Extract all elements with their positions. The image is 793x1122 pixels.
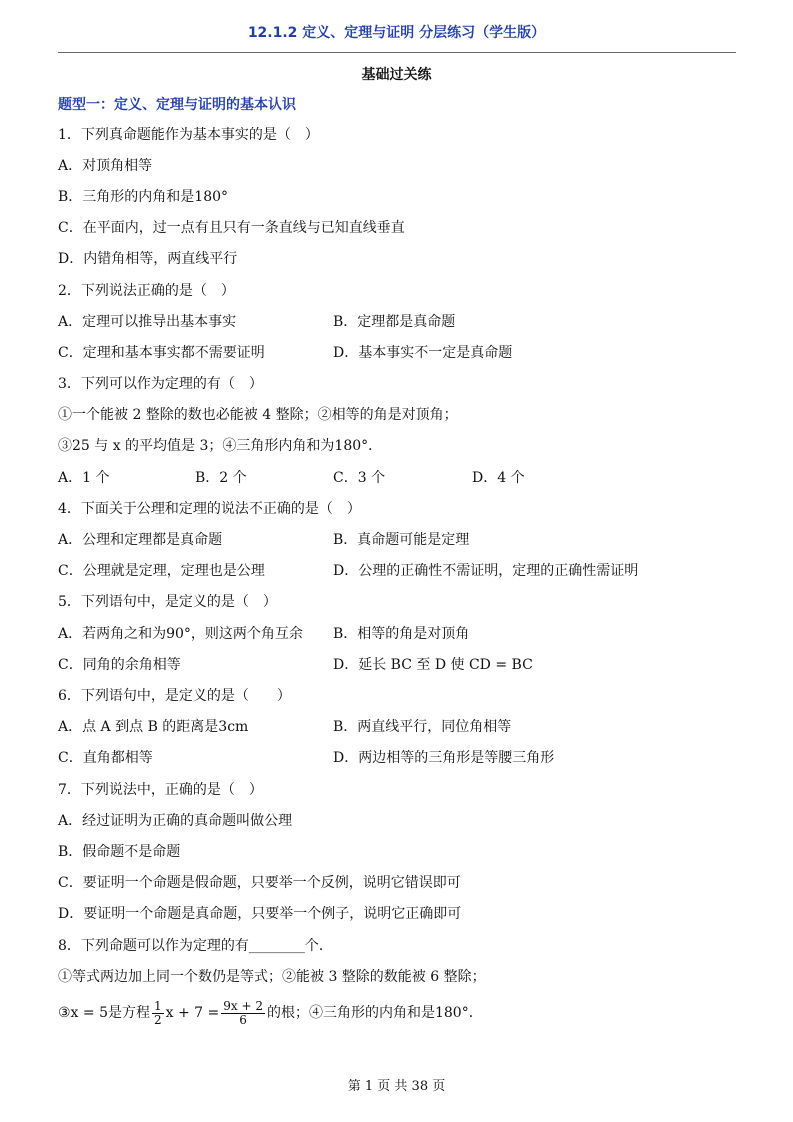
q5-option-d: D．延长 BC 至 D 使 CD = BC bbox=[333, 657, 533, 673]
fraction-denominator: 6 bbox=[239, 1012, 247, 1027]
document-header-title: 12.1.2 定义、定理与证明 分层练习（学生版） bbox=[247, 25, 546, 41]
q3-stem: 3．下列可以作为定理的有（ ） bbox=[58, 376, 263, 392]
fraction-9x-plus-2-over-6 bbox=[221, 1000, 265, 1027]
q6-option-b: B．两直线平行，同位角相等 bbox=[333, 719, 512, 735]
q1-option-c: C．在平面内，过一点有且只有一条直线与已知直线垂直 bbox=[58, 220, 405, 236]
q4-option-a: A．公理和定理都是真命题 bbox=[58, 532, 223, 548]
question-type-heading: 题型一：定义、定理与证明的基本认识 bbox=[58, 97, 296, 113]
q3-option-d: D．4 个 bbox=[472, 470, 525, 486]
fraction-denominator: 2 bbox=[153, 1012, 162, 1027]
q7-option-a: A．经过证明为正确的真命题叫做公理 bbox=[58, 813, 293, 829]
q1-option-b: B．三角形的内角和是180° bbox=[58, 189, 229, 205]
q4-option-d: D．公理的正确性不需证明，定理的正确性需证明 bbox=[333, 563, 639, 579]
q5-stem: 5．下列语句中，是定义的是（ ） bbox=[58, 594, 277, 610]
q4-stem: 4．下面关于公理和定理的说法不正确的是（ ） bbox=[58, 501, 361, 517]
q3-statement-line2: ③25 与 x 的平均值是 3；④三角形内角和为180°． bbox=[58, 438, 383, 454]
q2-option-a: A．定理可以推导出基本事实 bbox=[58, 314, 237, 330]
q7-stem: 7．下列说法中，正确的是（ ） bbox=[58, 782, 263, 798]
q4-option-b: B．真命题可能是定理 bbox=[333, 532, 470, 548]
page-footer: 第 1 页 共 38 页 bbox=[347, 1079, 446, 1094]
q8-line2-suffix: 的根；④三角形的内角和是180°． bbox=[266, 1005, 483, 1021]
section-title: 基础过关练 bbox=[361, 67, 432, 83]
q1-option-d: D．内错角相等，两直线平行 bbox=[58, 251, 238, 267]
q2-option-d: D．基本事实不一定是真命题 bbox=[333, 345, 513, 361]
q7-option-c: C．要证明一个命题是假命题，只要举一个反例，说明它错误即可 bbox=[58, 875, 461, 891]
fraction-numerator: 1 bbox=[153, 998, 162, 1013]
q6-option-a: A．点 A 到点 B 的距离是3cm bbox=[58, 719, 249, 735]
q3-option-c: C．3 个 bbox=[333, 470, 386, 486]
q2-stem: 2．下列说法正确的是（ ） bbox=[58, 283, 235, 299]
q2-option-b: B．定理都是真命题 bbox=[333, 314, 456, 330]
q8-stem: 8．下列命题可以作为定理的有________个． bbox=[58, 938, 333, 954]
fraction-one-half bbox=[152, 1000, 164, 1027]
q6-option-c: C．直角都相等 bbox=[58, 750, 153, 766]
q1-option-a: A．对顶角相等 bbox=[58, 158, 153, 174]
q2-option-c: C．定理和基本事实都不需要证明 bbox=[58, 345, 265, 361]
q6-stem: 6．下列语句中，是定义的是（ ） bbox=[58, 688, 291, 704]
q5-option-b: B．相等的角是对顶角 bbox=[333, 626, 470, 642]
q3-statement-line1: ①一个能被 2 整除的数也必能被 4 整除；②相等的角是对顶角； bbox=[58, 407, 458, 423]
q5-option-c: C．同角的余角相等 bbox=[58, 657, 181, 673]
header-divider bbox=[58, 52, 736, 53]
q1-stem: 1．下列真命题能作为基本事实的是（ ） bbox=[58, 127, 319, 143]
q3-option-a: A．1 个 bbox=[58, 470, 110, 486]
q7-option-d: D．要证明一个命题是真命题，只要举一个例子，说明它正确即可 bbox=[58, 906, 462, 922]
fraction-numerator: 9x + 2 bbox=[223, 998, 263, 1013]
q3-option-b: B．2 个 bbox=[195, 470, 247, 486]
q8-statement-line2 bbox=[58, 995, 483, 1031]
q8-line2-equation-middle: x + 7 = bbox=[165, 1005, 220, 1021]
q8-statement-line1: ①等式两边加上同一个数仍是等式；②能被 3 整除的数能被 6 整除； bbox=[58, 969, 486, 985]
q4-option-c: C．公理就是定理，定理也是公理 bbox=[58, 563, 265, 579]
q7-option-b: B．假命题不是命题 bbox=[58, 844, 181, 860]
q6-option-d: D．两边相等的三角形是等腰三角形 bbox=[333, 750, 555, 766]
q8-line2-prefix: ③x = 5是方程 bbox=[58, 1005, 150, 1021]
q5-option-a: A．若两角之和为90°，则这两个角互余 bbox=[58, 626, 303, 642]
